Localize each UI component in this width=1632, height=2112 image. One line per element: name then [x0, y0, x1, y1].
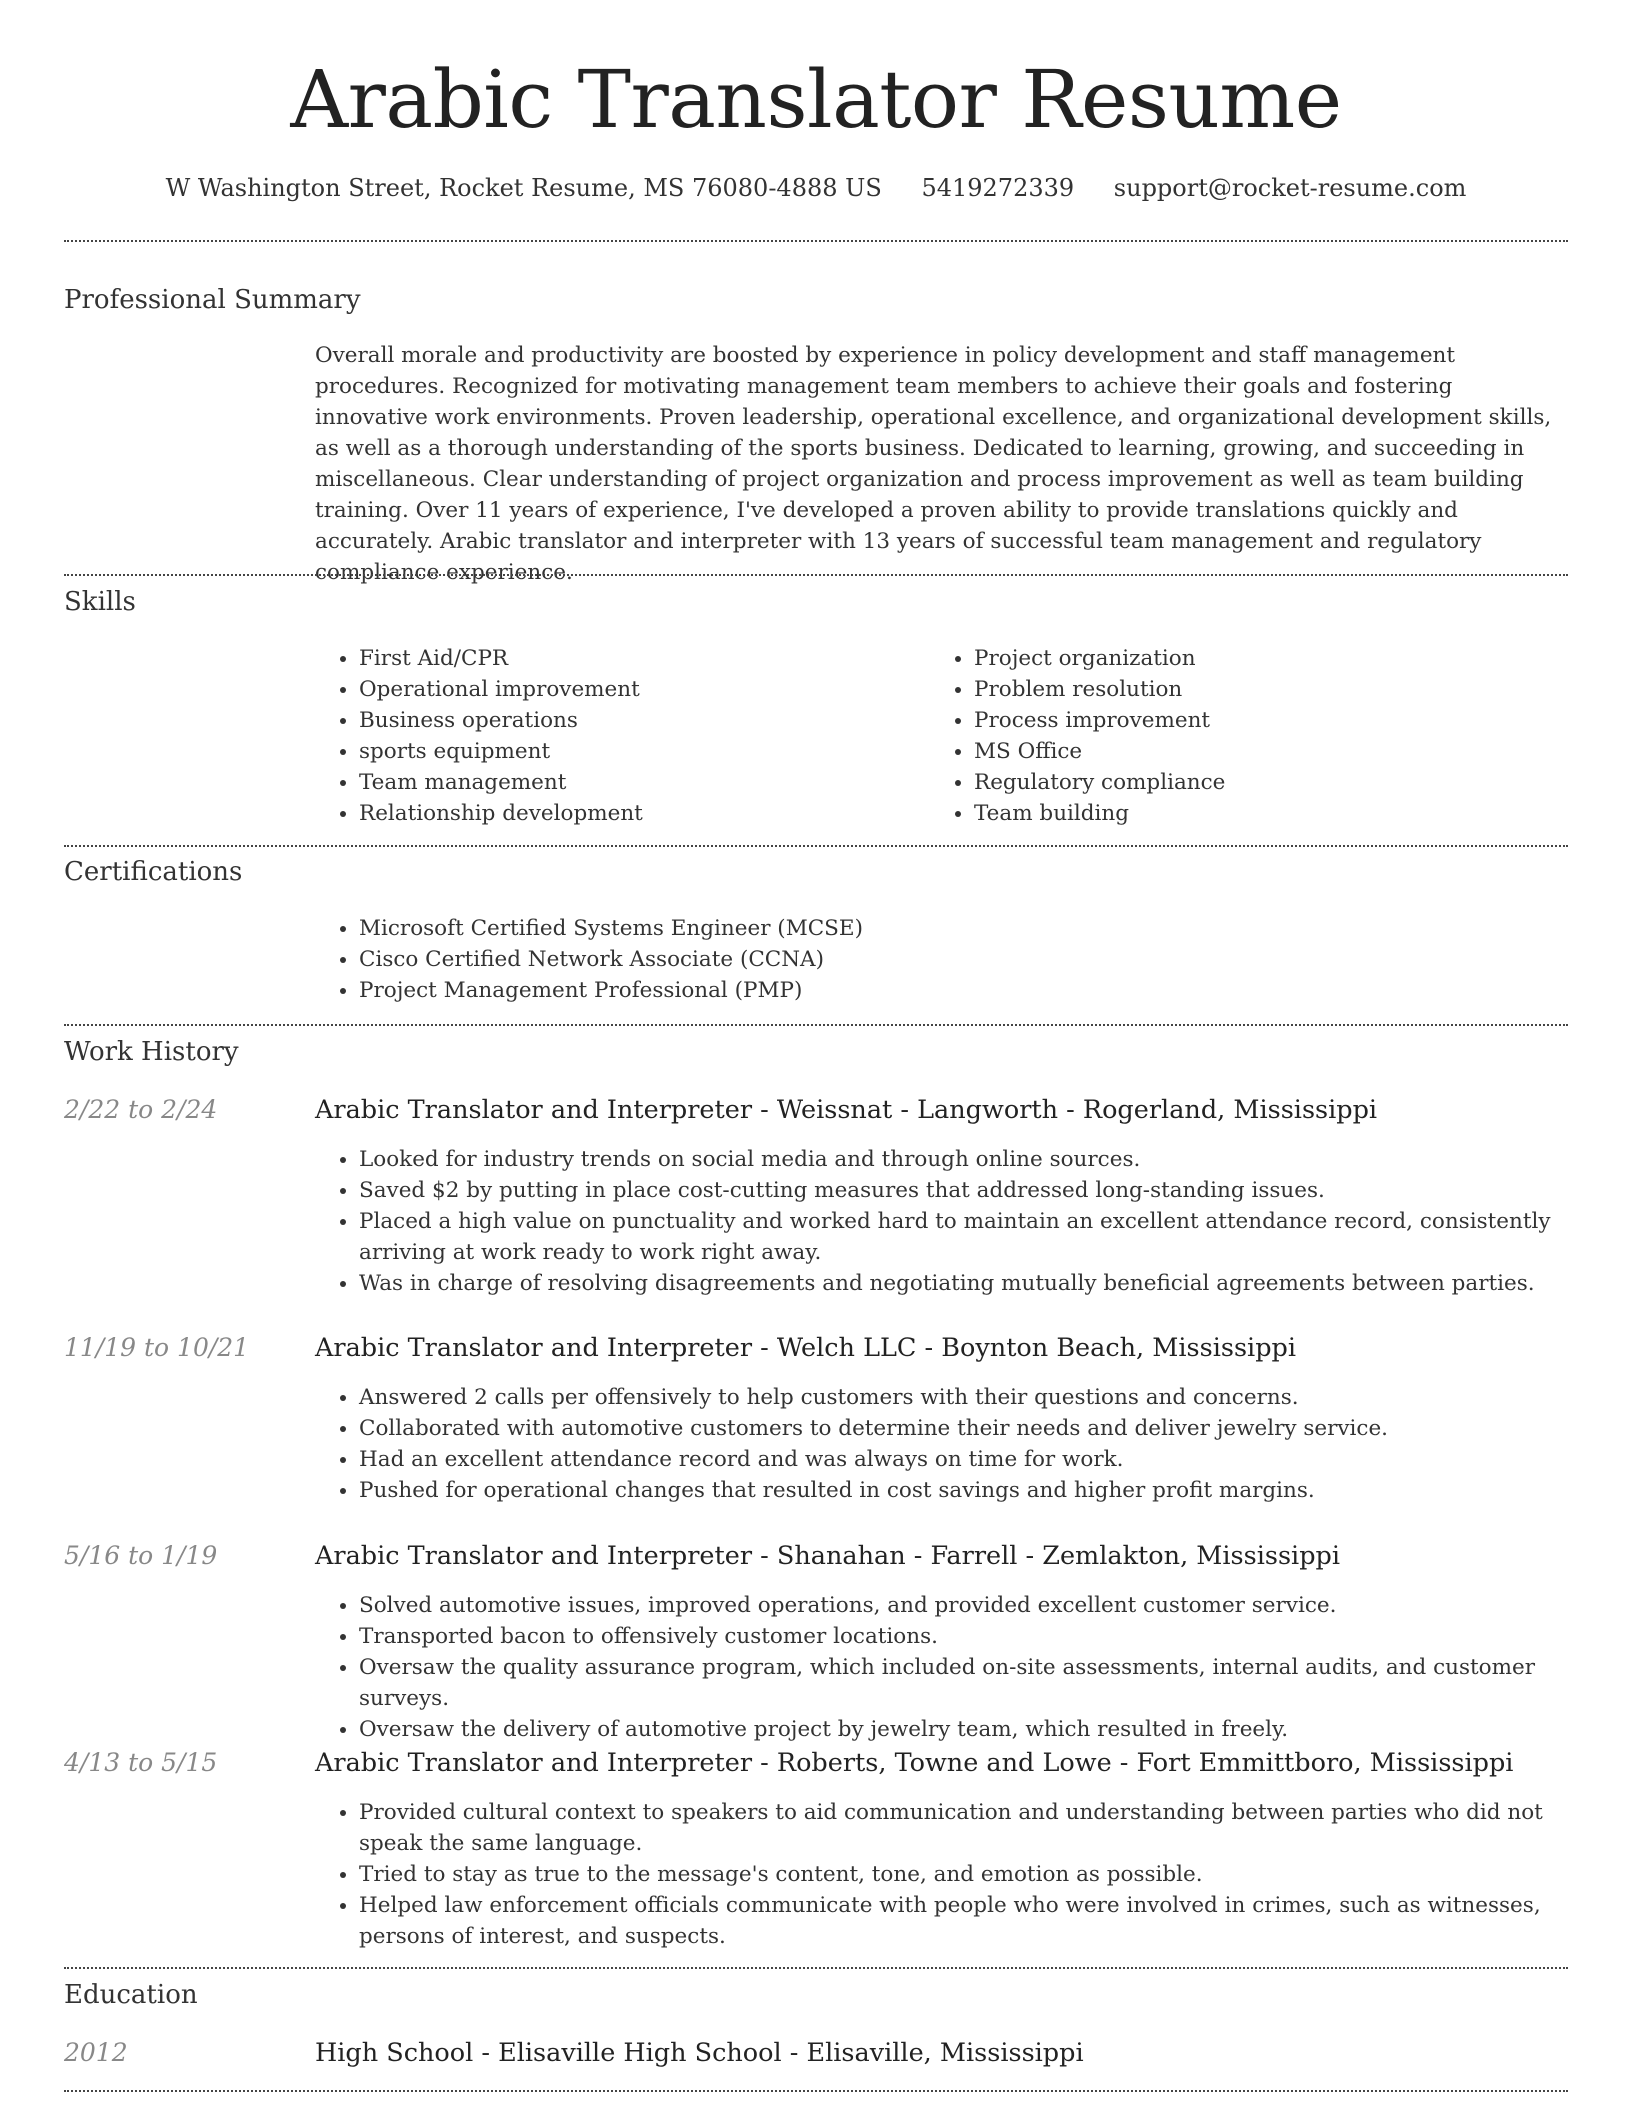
- skill-item: • MS Office: [974, 736, 1530, 767]
- job-dates: 2/22 to 2/24: [64, 1095, 218, 1124]
- job-bullets: [315, 1590, 1568, 1745]
- job-bullet: • Answered 2 calls per offensively to help customers with their questions and concerns.: [359, 1382, 1568, 1413]
- resume-title: Arabic Translator Resume: [290, 53, 1342, 146]
- job-dates: 4/13 to 5/15: [64, 1748, 218, 1777]
- certifications-list: [315, 913, 1568, 1006]
- job-bullet: • Transported bacon to offensively customer locations.: [359, 1621, 1568, 1652]
- skill-item: • Team building: [974, 798, 1530, 829]
- job-bullet: • Pushed for operational changes that resulted in cost savings and higher profit margins.: [359, 1475, 1568, 1506]
- education-year: 2012: [64, 2038, 128, 2067]
- skills-list-right: [930, 643, 1530, 829]
- job-title: Arabic Translator and Interpreter - Welch LLC - Boynton Beach, Mississippi: [315, 1333, 1296, 1363]
- job-bullet: • Saved $2 by putting in place cost-cutting measures that addressed long-standing issues.: [359, 1175, 1568, 1206]
- job-bullet: • Placed a high value on punctuality and worked hard to maintain an excellent attendance record, consistently arriving at work ready to work right away.: [359, 1206, 1568, 1268]
- certification-item: • Cisco Certified Network Associate (CCNA): [359, 944, 1568, 975]
- job-bullet: • Was in charge of resolving disagreements and negotiating mutually beneficial agreements between parties.: [359, 1268, 1568, 1299]
- skills-heading: Skills: [64, 587, 136, 617]
- job-bullet: • Helped law enforcement officials communicate with people who were involved in crimes, such as witnesses, persons of interest, and suspects.: [359, 1890, 1568, 1952]
- job-dates: 11/19 to 10/21: [64, 1333, 250, 1362]
- job-bullet: • Had an excellent attendance record and was always on time for work.: [359, 1444, 1568, 1475]
- job-bullet: • Oversaw the delivery of automotive project by jewelry team, which resulted in freely.: [359, 1714, 1568, 1745]
- skill-item: • First Aid/CPR: [359, 643, 915, 674]
- skill-item: • Project organization: [974, 643, 1530, 674]
- skill-item: • Relationship development: [359, 798, 915, 829]
- phone: 5419272339: [921, 174, 1075, 202]
- divider: [64, 1967, 1568, 1969]
- job-bullet: • Looked for industry trends on social media and through online sources.: [359, 1144, 1568, 1175]
- job-bullet: • Solved automotive issues, improved operations, and provided excellent customer service.: [359, 1590, 1568, 1621]
- summary-heading: Professional Summary: [64, 285, 361, 315]
- job-title: Arabic Translator and Interpreter - Weissnat - Langworth - Rogerland, Mississippi: [315, 1095, 1378, 1125]
- divider: [64, 2090, 1568, 2092]
- contact-line: [64, 172, 1568, 204]
- skill-item: • sports equipment: [359, 736, 915, 767]
- skill-item: • Problem resolution: [974, 674, 1530, 705]
- job-bullet: • Collaborated with automotive customers to determine their needs and deliver jewelry service.: [359, 1413, 1568, 1444]
- skill-item: • Business operations: [359, 705, 915, 736]
- work-history-heading: Work History: [64, 1037, 239, 1067]
- email: support@rocket-resume.com: [1113, 174, 1467, 202]
- job-dates: 5/16 to 1/19: [64, 1541, 218, 1570]
- skill-item: • Operational improvement: [359, 674, 915, 705]
- job-title: Arabic Translator and Interpreter - Shanahan - Farrell - Zemlakton, Mississippi: [315, 1541, 1341, 1571]
- education-entry: High School - Elisaville High School - Elisaville, Mississippi: [315, 2038, 1084, 2068]
- summary-text: Overall morale and productivity are boosted by experience in policy development and staff management procedures. Recognized for motivating management team members to achieve their goals and fostering innovative work environments. Proven leadership, operational excellence, and organizational development skills, as well as a thorough understanding of the sports business. Dedicated to learning, growing, and succeeding in miscellaneous. Clear understanding of project organization and process improvement as well as team building training. Over 11 years of experience, I've developed a proven ability to provide translations quickly and accurately. Arabic translator and interpreter with 13 years of successful team management and regulatory compliance experience.: [315, 343, 1552, 585]
- skill-item: • Regulatory compliance: [974, 767, 1530, 798]
- divider: [64, 574, 1568, 576]
- certification-item: • Microsoft Certified Systems Engineer (MCSE): [359, 913, 1568, 944]
- job-bullets: [315, 1144, 1568, 1299]
- education-heading: Education: [64, 1980, 198, 2010]
- job-bullet: • Oversaw the quality assurance program, which included on-site assessments, internal audits, and customer surveys.: [359, 1652, 1568, 1714]
- job-bullet: • Tried to stay as true to the message's content, tone, and emotion as possible.: [359, 1859, 1568, 1890]
- job-bullets: [315, 1797, 1568, 1952]
- divider: [64, 1024, 1568, 1026]
- certification-item: • Project Management Professional (PMP): [359, 975, 1568, 1006]
- skill-item: • Process improvement: [974, 705, 1530, 736]
- address: W Washington Street, Rocket Resume, MS 76080-4888 US: [165, 174, 882, 202]
- job-bullets: [315, 1382, 1568, 1506]
- job-bullet: • Provided cultural context to speakers to aid communication and understanding between parties who did not speak the same language.: [359, 1797, 1568, 1859]
- divider: [64, 240, 1568, 242]
- job-title: Arabic Translator and Interpreter - Roberts, Towne and Lowe - Fort Emmittboro, Mississippi: [315, 1748, 1514, 1778]
- divider: [64, 845, 1568, 847]
- certifications-heading: Certifications: [64, 857, 243, 887]
- skills-list-left: [315, 643, 915, 829]
- skill-item: • Team management: [359, 767, 915, 798]
